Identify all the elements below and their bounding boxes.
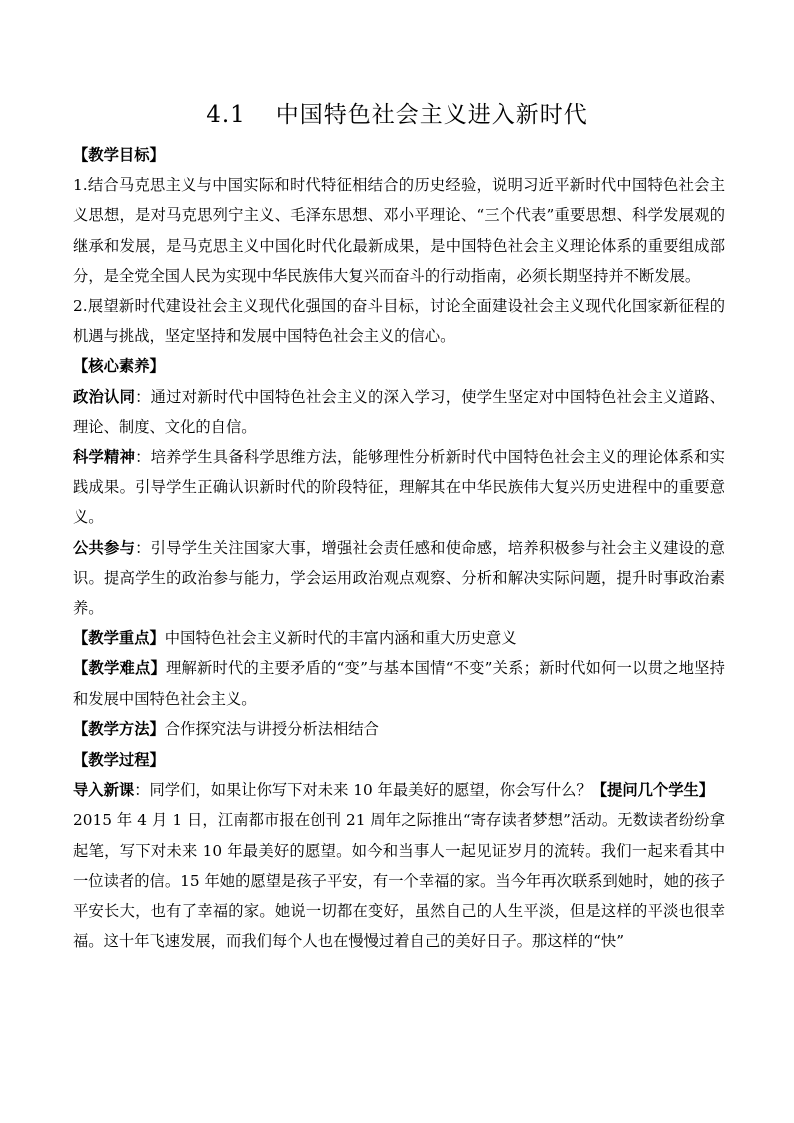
intro-text: ：同学们，如果让你写下对未来 10 年最美好的愿望，你会写什么？ — [134, 781, 592, 800]
core-science — [73, 442, 725, 533]
core-political — [73, 382, 725, 442]
difficulty — [73, 653, 725, 713]
intro-label: 导入新课 — [73, 781, 135, 800]
key-point-text: 中国特色社会主义新时代的丰富内涵和重大历史意义 — [164, 629, 517, 648]
intro-note: 【提问几个学生】 — [591, 781, 715, 800]
political-label: 政治认同 — [73, 387, 136, 406]
method — [73, 714, 725, 744]
process-heading: 【教学过程】 — [73, 751, 165, 770]
public-label: 公共参与 — [73, 538, 136, 557]
key-point — [73, 623, 725, 653]
document-body — [73, 140, 725, 956]
difficulty-heading: 【教学难点】 — [73, 659, 167, 678]
method-heading: 【教学方法】 — [73, 719, 165, 738]
page-title — [0, 98, 794, 132]
difficulty-text: 理解新时代的主要矛盾的“变”与基本国情“不变”关系；新时代如何一以贯之地坚持和发展中国特色社会主义。 — [73, 659, 725, 708]
science-text: ：培养学生具备科学思维方法，能够理性分析新时代中国特色社会主义的理论体系和实践成果。引导学生正确认识新时代的阶段特征，理解其在中华民族伟大复兴历史进程中的重要意义。 — [73, 448, 725, 527]
core-public — [73, 533, 725, 624]
process-paragraph: 2015 年 4 月 1 日，江南都市报在创刊 21 周年之际推出“寄存读者梦想”活动。无数读者纷纷拿起笔，写下对未来 10 年最美好的愿望。如今和当事人一起见证岁月的流转。我们一起来看其中一位读者的信。15 年她的愿望是孩子平安，有一个幸福的家。当今年再次联系到她时，她的孩子平安长大，也有了幸福的家。她说一切都在变好，虽然自己的人生平淡，但是这样的平淡也很幸福。这十年飞速发展，而我们每个人也在慢慢过着自己的美好日子。那这样的“快” — [73, 811, 725, 951]
process-intro — [73, 775, 725, 805]
core-heading: 【核心素养】 — [73, 357, 165, 376]
public-text: ：引导学生关注国家大事，增强社会责任感和使命感，培养积极参与社会主义建设的意识。提高学生的政治参与能力，学会运用政治观点观察、分析和解决实际问题，提升时事政治素养。 — [73, 538, 725, 618]
title-text: 中国特色社会主义进入新时代 — [275, 102, 588, 128]
objective-item-1: 1.结合马克思主义与中国实际和时代特征相结合的历史经验，说明习近平新时代中国特色社会主义思想，是对马克思列宁主义、毛泽东思想、邓小平理论、“三个代表”重要思想、科学发展观的继承和发展，是马克思主义中国化时代化最新成果，是中国特色社会主义理论体系的重要组成部分，是全党全国人民为实现中华民族伟大复兴而奋斗的行动指南，必须长期坚持并不断发展。 — [73, 176, 725, 285]
method-text: 合作探究法与讲授分析法相结合 — [164, 719, 379, 738]
title-number: 4.1 — [206, 102, 246, 128]
key-point-heading: 【教学重点】 — [73, 629, 165, 648]
objective-item-2: 2.展望新时代建设社会主义现代化强国的奋斗目标，讨论全面建设社会主义现代化国家新征程的机遇与挑战，坚定坚持和发展中国特色社会主义的信心。 — [73, 297, 725, 346]
science-label: 科学精神 — [73, 448, 136, 467]
political-text: ：通过对新时代中国特色社会主义的深入学习，使学生坚定对中国特色社会主义道路、理论、制度、文化的自信。 — [73, 387, 725, 436]
objectives-heading: 【教学目标】 — [73, 146, 165, 164]
